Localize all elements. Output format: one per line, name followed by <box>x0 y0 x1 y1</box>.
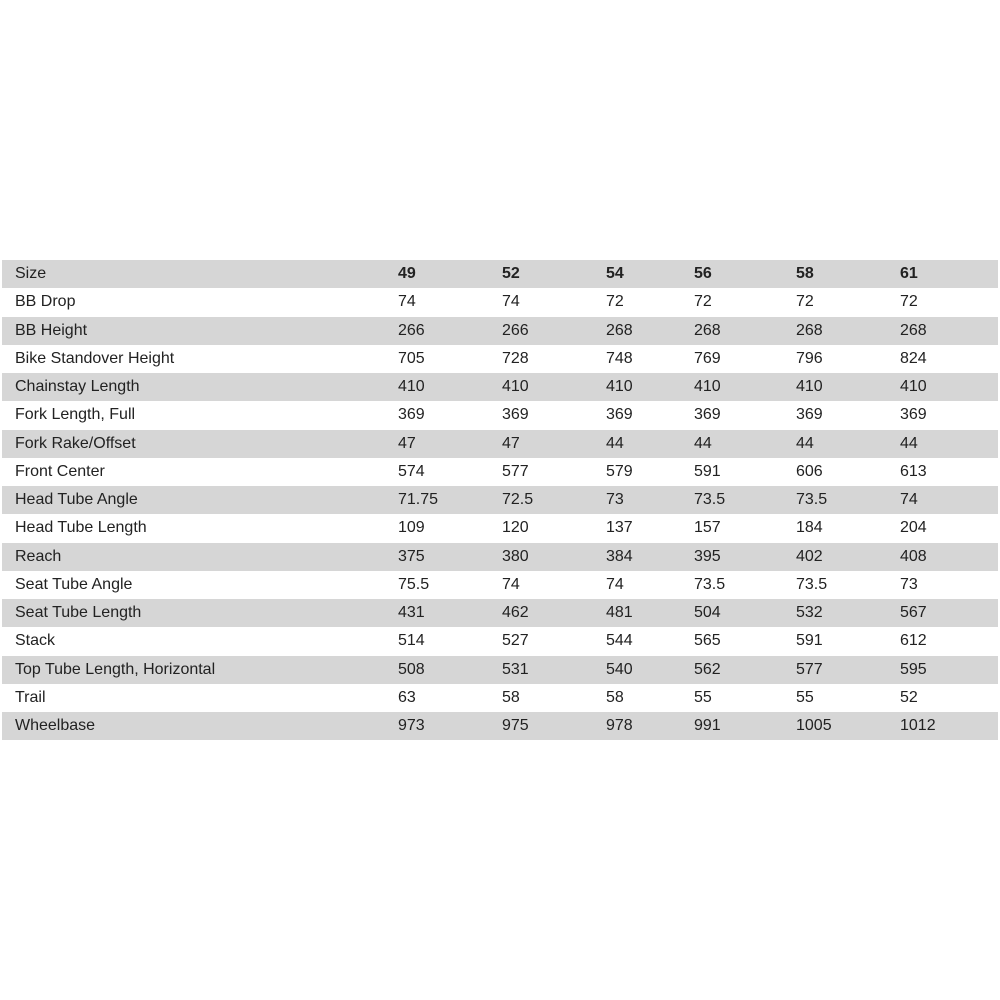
table-row <box>2 486 998 514</box>
table-cell: 375 <box>398 547 425 565</box>
table-cell: 268 <box>796 321 823 339</box>
table-cell: 55 <box>796 688 814 706</box>
row-label: BB Height <box>15 321 88 339</box>
size-header: 56 <box>694 265 712 283</box>
table-cell: 402 <box>796 547 823 565</box>
table-cell: 44 <box>694 434 712 452</box>
table-cell: 591 <box>694 462 721 480</box>
table-cell: 71.75 <box>398 491 439 509</box>
table-cell: 410 <box>606 378 633 396</box>
table-cell: 705 <box>398 349 425 367</box>
table-cell: 410 <box>398 378 425 396</box>
size-header: 52 <box>502 265 520 283</box>
table-cell: 369 <box>606 406 633 424</box>
size-header: 61 <box>900 265 918 283</box>
table-cell: 728 <box>502 349 529 367</box>
row-label: Seat Tube Length <box>15 604 142 622</box>
table-cell: 74 <box>502 575 520 593</box>
table-cell: 384 <box>606 547 633 565</box>
table-row <box>2 684 998 712</box>
table-row <box>2 543 998 571</box>
table-cell: 58 <box>606 688 624 706</box>
size-header: 58 <box>796 265 814 283</box>
table-cell: 1005 <box>796 717 832 735</box>
table-cell: 109 <box>398 519 425 537</box>
table-cell: 74 <box>606 575 624 593</box>
table-cell: 567 <box>900 604 927 622</box>
table-row <box>2 430 998 458</box>
header-row <box>2 260 998 288</box>
table-cell: 544 <box>606 632 633 650</box>
table-cell: 531 <box>502 660 529 678</box>
row-label: Trail <box>15 688 46 706</box>
table-cell: 481 <box>606 604 633 622</box>
table-cell: 562 <box>694 660 721 678</box>
table-cell: 508 <box>398 660 425 678</box>
table-row <box>2 599 998 627</box>
table-cell: 74 <box>900 491 918 509</box>
table-cell: 44 <box>796 434 814 452</box>
table-cell: 72 <box>900 293 918 311</box>
table-cell: 410 <box>900 378 927 396</box>
table-cell: 577 <box>796 660 823 678</box>
table-cell: 73.5 <box>796 491 828 509</box>
table-cell: 978 <box>606 717 633 735</box>
table-cell: 462 <box>502 604 529 622</box>
table-cell: 58 <box>502 688 520 706</box>
table-cell: 369 <box>502 406 529 424</box>
table-cell: 975 <box>502 717 529 735</box>
table-cell: 380 <box>502 547 529 565</box>
row-label: Head Tube Length <box>15 519 147 537</box>
table-cell: 74 <box>502 293 520 311</box>
table-cell: 369 <box>694 406 721 424</box>
table-row <box>2 373 998 401</box>
table-row <box>2 571 998 599</box>
table-cell: 527 <box>502 632 529 650</box>
table-cell: 63 <box>398 688 416 706</box>
table-cell: 73.5 <box>796 575 828 593</box>
table-row <box>2 712 998 740</box>
table-cell: 991 <box>694 717 721 735</box>
table-cell: 410 <box>502 378 529 396</box>
table-row <box>2 514 998 542</box>
table-cell: 266 <box>502 321 529 339</box>
row-label: Stack <box>15 632 56 650</box>
row-label: Seat Tube Angle <box>15 575 133 593</box>
table-cell: 268 <box>900 321 927 339</box>
table-cell: 73.5 <box>694 575 726 593</box>
row-label: Chainstay Length <box>15 378 140 396</box>
table-cell: 410 <box>796 378 823 396</box>
row-label: Front Center <box>15 462 105 480</box>
size-header: 54 <box>606 265 624 283</box>
table-cell: 47 <box>502 434 520 452</box>
table-cell: 410 <box>694 378 721 396</box>
table-cell: 47 <box>398 434 416 452</box>
table-cell: 532 <box>796 604 823 622</box>
row-label: Reach <box>15 547 62 565</box>
table-cell: 577 <box>502 462 529 480</box>
table-cell: 75.5 <box>398 575 430 593</box>
table-cell: 157 <box>694 519 721 537</box>
table-cell: 72 <box>606 293 624 311</box>
row-label: BB Drop <box>15 293 76 311</box>
table-cell: 52 <box>900 688 918 706</box>
table-cell: 72 <box>796 293 814 311</box>
table-cell: 565 <box>694 632 721 650</box>
geometry-table <box>2 260 998 740</box>
table-cell: 431 <box>398 604 425 622</box>
size-header: 49 <box>398 265 416 283</box>
table-cell: 973 <box>398 717 425 735</box>
row-label: Fork Length, Full <box>15 406 136 424</box>
table-cell: 266 <box>398 321 425 339</box>
table-cell: 408 <box>900 547 927 565</box>
table-cell: 74 <box>398 293 416 311</box>
row-label: Head Tube Angle <box>15 491 138 509</box>
table-cell: 1012 <box>900 717 936 735</box>
table-cell: 579 <box>606 462 633 480</box>
table-row <box>2 317 998 345</box>
row-label: Top Tube Length, Horizontal <box>15 660 216 678</box>
table-cell: 824 <box>900 349 927 367</box>
table-cell: 748 <box>606 349 633 367</box>
table-cell: 395 <box>694 547 721 565</box>
table-cell: 574 <box>398 462 425 480</box>
table-cell: 268 <box>694 321 721 339</box>
table-cell: 55 <box>694 688 712 706</box>
table-cell: 369 <box>796 406 823 424</box>
table-cell: 72.5 <box>502 491 534 509</box>
table-cell: 796 <box>796 349 823 367</box>
table-cell: 595 <box>900 660 927 678</box>
table-cell: 73 <box>900 575 918 593</box>
table-cell: 204 <box>900 519 927 537</box>
table-cell: 591 <box>796 632 823 650</box>
table-row <box>2 345 998 373</box>
table-cell: 612 <box>900 632 927 650</box>
table-cell: 369 <box>398 406 425 424</box>
table-cell: 514 <box>398 632 425 650</box>
table-cell: 769 <box>694 349 721 367</box>
table-cell: 73 <box>606 491 624 509</box>
table-cell: 72 <box>694 293 712 311</box>
table-row <box>2 627 998 655</box>
table-cell: 504 <box>694 604 721 622</box>
table-cell: 606 <box>796 462 823 480</box>
table-row <box>2 656 998 684</box>
table-cell: 120 <box>502 519 529 537</box>
table-cell: 369 <box>900 406 927 424</box>
table-row <box>2 288 998 316</box>
table-row <box>2 401 998 429</box>
table-cell: 268 <box>606 321 633 339</box>
header-label: Size <box>15 265 47 283</box>
row-label: Bike Standover Height <box>15 349 175 367</box>
row-label: Fork Rake/Offset <box>15 434 136 452</box>
table-cell: 540 <box>606 660 633 678</box>
table-cell: 73.5 <box>694 491 726 509</box>
table-cell: 137 <box>606 519 633 537</box>
geometry-table-body <box>2 260 998 740</box>
table-cell: 44 <box>900 434 918 452</box>
table-row <box>2 458 998 486</box>
table-cell: 613 <box>900 462 927 480</box>
table-cell: 184 <box>796 519 823 537</box>
table-cell: 44 <box>606 434 624 452</box>
row-label: Wheelbase <box>15 717 96 735</box>
